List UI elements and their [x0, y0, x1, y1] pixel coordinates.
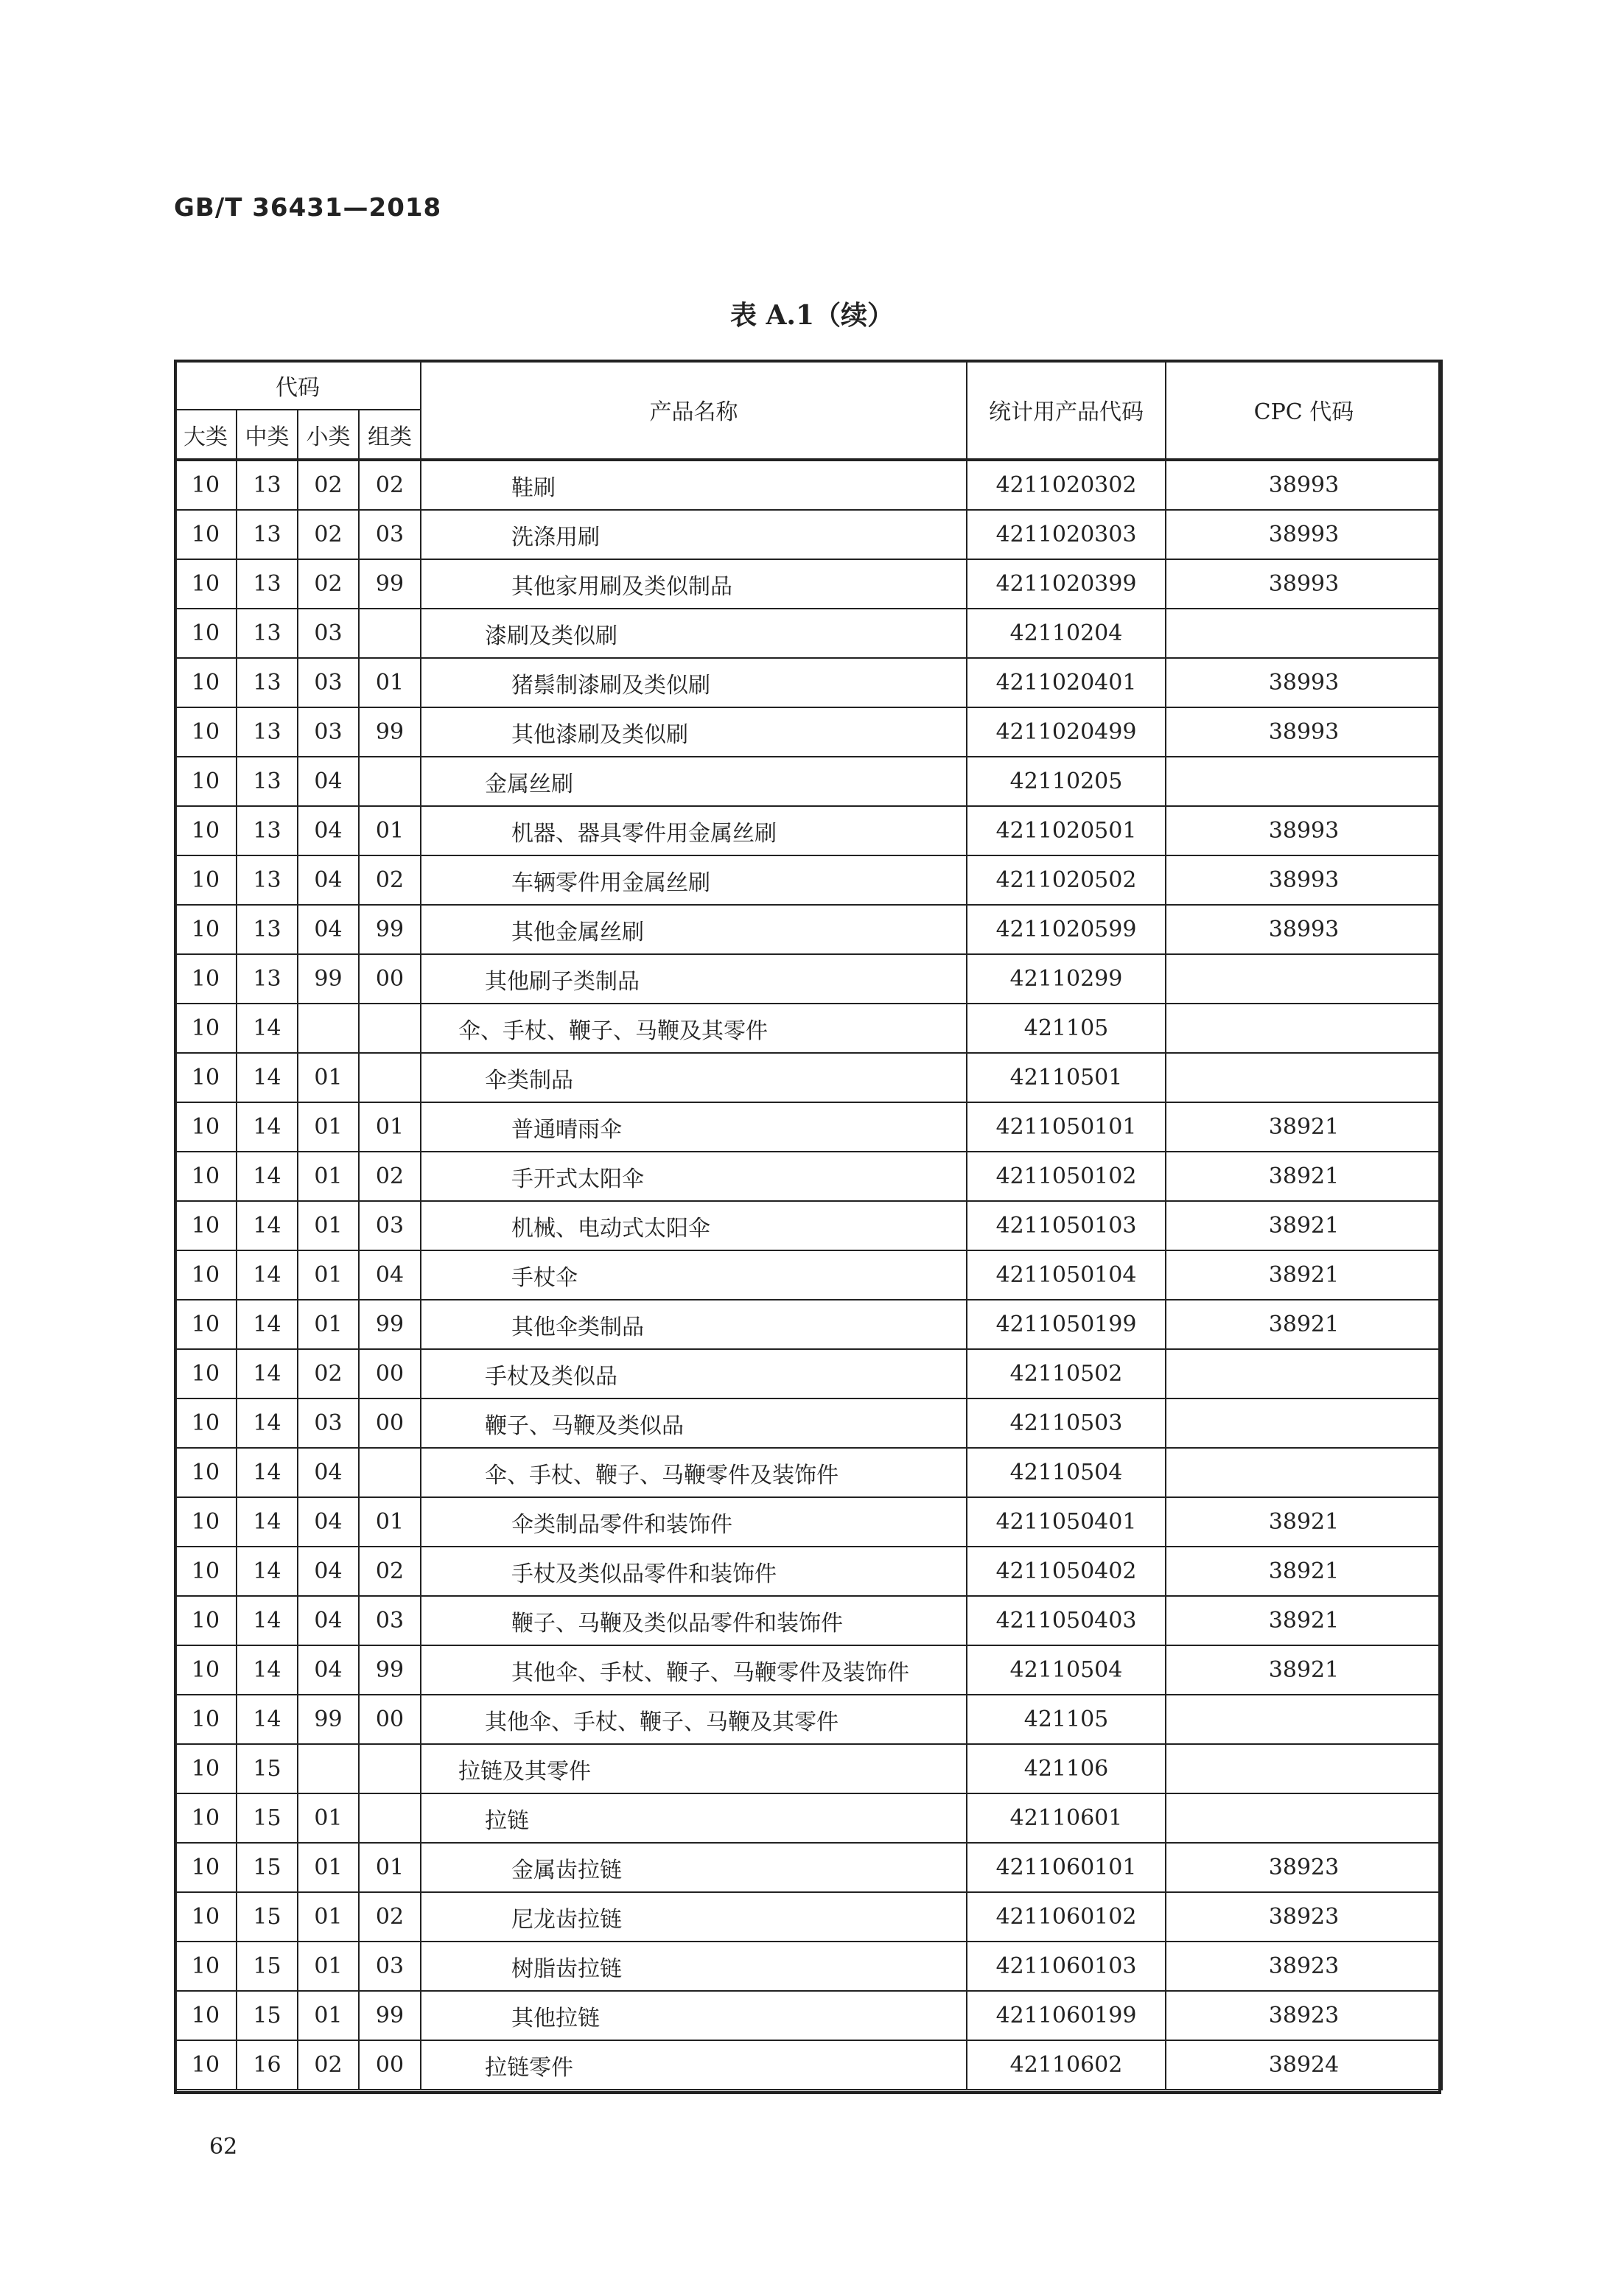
stat-code-cell: 42110502 [967, 1349, 1166, 1398]
minor-code-cell: 04 [298, 855, 359, 905]
table-row [175, 1152, 1442, 1201]
major-code-cell: 10 [175, 1991, 237, 2040]
major-code-cell: 10 [175, 1201, 237, 1250]
major-code-cell: 10 [175, 1300, 237, 1349]
middle-code-cell: 13 [237, 460, 298, 510]
table-row [175, 855, 1442, 905]
major-code-cell: 10 [175, 1448, 237, 1497]
product-name-cell: 其他家用刷及类似制品 [421, 559, 967, 609]
cpc-code-cell [1166, 609, 1442, 658]
group-code-cell: 00 [359, 954, 421, 1004]
cpc-code-cell: 38923 [1166, 1942, 1442, 1991]
stat-code-cell: 42110601 [967, 1793, 1166, 1843]
cpc-code-cell: 38924 [1166, 2040, 1442, 2090]
group-code-cell: 01 [359, 658, 421, 707]
stat-code-cell: 4211020302 [967, 460, 1166, 510]
cpc-code-cell: 38923 [1166, 1843, 1442, 1892]
major-code-cell: 10 [175, 1793, 237, 1843]
group-code-cell: 01 [359, 1497, 421, 1547]
minor-code-cell: 03 [298, 609, 359, 658]
table-row [175, 510, 1442, 559]
minor-code-cell: 04 [298, 806, 359, 855]
major-code-cell: 10 [175, 1250, 237, 1300]
major-code-cell: 10 [175, 1152, 237, 1201]
table-row [175, 559, 1442, 609]
middle-code-cell: 15 [237, 1991, 298, 2040]
table-row [175, 1547, 1442, 1596]
major-code-cell: 10 [175, 609, 237, 658]
product-name-cell: 伞、手杖、鞭子、马鞭及其零件 [421, 1004, 967, 1053]
major-code-cell: 10 [175, 1843, 237, 1892]
stat-code-header: 统计用产品代码 [967, 360, 1166, 460]
minor-code-cell: 02 [298, 1349, 359, 1398]
major-code-cell: 10 [175, 658, 237, 707]
minor-code-cell: 02 [298, 2040, 359, 2090]
group-code-cell: 02 [359, 855, 421, 905]
cpc-code-cell: 38993 [1166, 460, 1442, 510]
major-code-cell: 10 [175, 1004, 237, 1053]
stat-code-cell: 4211050403 [967, 1596, 1166, 1645]
group-code-cell: 00 [359, 1398, 421, 1448]
middle-code-cell: 14 [237, 1053, 298, 1102]
group-code-cell [359, 1744, 421, 1793]
major-code-cell: 10 [175, 1349, 237, 1398]
group-code-cell [359, 1448, 421, 1497]
middle-code-cell: 14 [237, 1349, 298, 1398]
table-row [175, 1398, 1442, 1448]
table-title: 表 A.1（续） [729, 300, 895, 331]
major-code-cell: 10 [175, 460, 237, 510]
table-row [175, 1201, 1442, 1250]
cpc-code-cell: 38993 [1166, 658, 1442, 707]
group-code-cell [359, 757, 421, 806]
middle-code-cell: 13 [237, 510, 298, 559]
middle-code-cell: 14 [237, 1250, 298, 1300]
product-name-cell: 洗涤用刷 [421, 510, 967, 559]
table-row [175, 1843, 1442, 1892]
product-name-cell: 其他拉链 [421, 1991, 967, 2040]
cpc-code-cell: 38921 [1166, 1497, 1442, 1547]
product-name-cell: 其他伞、手杖、鞭子、马鞭零件及装饰件 [421, 1645, 967, 1695]
group-code-cell: 99 [359, 559, 421, 609]
cpc-code-cell [1166, 1398, 1442, 1448]
group-code-cell: 01 [359, 1102, 421, 1152]
stat-code-cell: 4211050103 [967, 1201, 1166, 1250]
product-name-cell: 手杖及类似品零件和装饰件 [421, 1547, 967, 1596]
product-name-cell: 其他漆刷及类似刷 [421, 707, 967, 757]
minor-code-cell: 02 [298, 559, 359, 609]
product-code-table [174, 360, 1443, 2090]
stat-code-cell: 421105 [967, 1695, 1166, 1744]
table-row [175, 1497, 1442, 1547]
middle-code-cell: 14 [237, 1152, 298, 1201]
middle-code-cell: 14 [237, 1004, 298, 1053]
middle-code-cell: 15 [237, 1942, 298, 1991]
stat-code-cell: 42110204 [967, 609, 1166, 658]
minor-code-cell: 01 [298, 1102, 359, 1152]
group-code-cell: 03 [359, 510, 421, 559]
major-code-cell: 10 [175, 855, 237, 905]
cpc-code-cell: 38993 [1166, 806, 1442, 855]
cpc-code-cell: 38921 [1166, 1645, 1442, 1695]
page-number: 62 [209, 2134, 238, 2160]
product-name-cell: 鞋刷 [421, 460, 967, 510]
table-row [175, 1250, 1442, 1300]
group-code-cell: 01 [359, 1843, 421, 1892]
middle-header: 中类 [237, 410, 298, 460]
stat-code-cell: 4211050199 [967, 1300, 1166, 1349]
product-name-cell: 拉链及其零件 [421, 1744, 967, 1793]
table-row [175, 1695, 1442, 1744]
major-code-cell: 10 [175, 1744, 237, 1793]
major-code-cell: 10 [175, 806, 237, 855]
stat-code-cell: 4211060101 [967, 1843, 1166, 1892]
product-name-cell: 手杖伞 [421, 1250, 967, 1300]
minor-code-cell: 02 [298, 510, 359, 559]
middle-code-cell: 14 [237, 1547, 298, 1596]
minor-code-cell: 01 [298, 1991, 359, 2040]
major-code-cell: 10 [175, 1596, 237, 1645]
minor-code-cell: 04 [298, 1448, 359, 1497]
middle-code-cell: 14 [237, 1448, 298, 1497]
middle-code-cell: 15 [237, 1892, 298, 1942]
product-name-cell: 猪鬃制漆刷及类似刷 [421, 658, 967, 707]
major-code-cell: 10 [175, 1892, 237, 1942]
group-code-cell: 04 [359, 1250, 421, 1300]
middle-code-cell: 14 [237, 1102, 298, 1152]
code-group-header: 代码 [175, 360, 421, 410]
product-name-cell: 金属齿拉链 [421, 1843, 967, 1892]
stat-code-cell: 4211020502 [967, 855, 1166, 905]
standard-code: GB/T 36431—2018 [174, 193, 442, 223]
group-code-cell: 02 [359, 1152, 421, 1201]
cpc-code-cell [1166, 1744, 1442, 1793]
stat-code-cell: 4211020501 [967, 806, 1166, 855]
group-code-cell: 03 [359, 1596, 421, 1645]
table-row [175, 757, 1442, 806]
product-name-cell: 其他刷子类制品 [421, 954, 967, 1004]
stat-code-cell: 42110504 [967, 1645, 1166, 1695]
cpc-code-cell: 38923 [1166, 1991, 1442, 2040]
major-code-cell: 10 [175, 1497, 237, 1547]
minor-code-cell: 04 [298, 905, 359, 954]
cpc-code-cell: 38923 [1166, 1892, 1442, 1942]
minor-code-cell: 04 [298, 757, 359, 806]
cpc-code-cell [1166, 1695, 1442, 1744]
minor-code-cell: 04 [298, 1645, 359, 1695]
cpc-code-cell [1166, 1793, 1442, 1843]
group-code-cell: 99 [359, 1300, 421, 1349]
product-name-cell: 伞类制品 [421, 1053, 967, 1102]
cpc-code-header: CPC 代码 [1166, 360, 1442, 460]
group-code-cell: 03 [359, 1201, 421, 1250]
middle-code-cell: 14 [237, 1497, 298, 1547]
stat-code-cell: 421105 [967, 1004, 1166, 1053]
middle-code-cell: 13 [237, 855, 298, 905]
product-name-cell: 普通晴雨伞 [421, 1102, 967, 1152]
group-code-cell: 99 [359, 1991, 421, 2040]
major-code-cell: 10 [175, 707, 237, 757]
major-code-cell: 10 [175, 1102, 237, 1152]
stat-code-cell: 4211020499 [967, 707, 1166, 757]
cpc-code-cell [1166, 1349, 1442, 1398]
product-name-cell: 鞭子、马鞭及类似品零件和装饰件 [421, 1596, 967, 1645]
major-code-cell: 10 [175, 905, 237, 954]
middle-code-cell: 15 [237, 1793, 298, 1843]
table-row [175, 1596, 1442, 1645]
middle-code-cell: 14 [237, 1645, 298, 1695]
table-row [175, 1645, 1442, 1695]
major-code-cell: 10 [175, 2040, 237, 2090]
cpc-code-cell: 38921 [1166, 1547, 1442, 1596]
group-code-cell: 00 [359, 2040, 421, 2090]
middle-code-cell: 14 [237, 1596, 298, 1645]
cpc-code-cell: 38921 [1166, 1250, 1442, 1300]
table-row [175, 1004, 1442, 1053]
table-row [175, 1942, 1442, 1991]
product-name-cell: 拉链 [421, 1793, 967, 1843]
stat-code-cell: 4211020599 [967, 905, 1166, 954]
cpc-code-cell [1166, 757, 1442, 806]
middle-code-cell: 13 [237, 954, 298, 1004]
group-code-cell [359, 1053, 421, 1102]
stat-code-cell: 4211050401 [967, 1497, 1166, 1547]
cpc-code-cell: 38921 [1166, 1201, 1442, 1250]
middle-code-cell: 15 [237, 1744, 298, 1793]
minor-code-cell: 03 [298, 707, 359, 757]
cpc-code-cell: 38993 [1166, 855, 1442, 905]
minor-code-cell: 01 [298, 1250, 359, 1300]
middle-code-cell: 16 [237, 2040, 298, 2090]
stat-code-cell: 4211050104 [967, 1250, 1166, 1300]
table-row [175, 1349, 1442, 1398]
stat-code-cell: 4211020401 [967, 658, 1166, 707]
group-code-cell: 02 [359, 1892, 421, 1942]
minor-code-cell: 03 [298, 1398, 359, 1448]
product-name-cell: 手开式太阳伞 [421, 1152, 967, 1201]
table-row [175, 1744, 1442, 1793]
table-row [175, 1892, 1442, 1942]
minor-code-cell: 04 [298, 1547, 359, 1596]
group-code-cell: 00 [359, 1695, 421, 1744]
major-code-cell: 10 [175, 510, 237, 559]
cpc-code-cell: 38921 [1166, 1152, 1442, 1201]
cpc-code-cell: 38921 [1166, 1596, 1442, 1645]
minor-code-cell: 04 [298, 1497, 359, 1547]
cpc-code-cell: 38921 [1166, 1300, 1442, 1349]
product-name-cell: 车辆零件用金属丝刷 [421, 855, 967, 905]
major-code-cell: 10 [175, 1398, 237, 1448]
product-name-cell: 鞭子、马鞭及类似品 [421, 1398, 967, 1448]
stat-code-cell: 4211020399 [967, 559, 1166, 609]
table-row [175, 658, 1442, 707]
middle-code-cell: 13 [237, 707, 298, 757]
stat-code-cell: 42110602 [967, 2040, 1166, 2090]
product-name-cell: 伞、手杖、鞭子、马鞭零件及装饰件 [421, 1448, 967, 1497]
minor-code-cell: 01 [298, 1892, 359, 1942]
group-code-cell [359, 1004, 421, 1053]
table-row [175, 1991, 1442, 2040]
minor-code-cell: 01 [298, 1942, 359, 1991]
product-name-header: 产品名称 [421, 360, 967, 460]
cpc-code-cell: 38993 [1166, 510, 1442, 559]
cpc-code-cell: 38993 [1166, 707, 1442, 757]
middle-code-cell: 13 [237, 609, 298, 658]
cpc-code-cell [1166, 1053, 1442, 1102]
product-name-cell: 其他伞、手杖、鞭子、马鞭及其零件 [421, 1695, 967, 1744]
group-code-cell: 02 [359, 1547, 421, 1596]
major-code-cell: 10 [175, 1645, 237, 1695]
group-code-cell: 99 [359, 905, 421, 954]
middle-code-cell: 13 [237, 757, 298, 806]
minor-code-cell: 01 [298, 1201, 359, 1250]
middle-code-cell: 14 [237, 1398, 298, 1448]
stat-code-cell: 4211020303 [967, 510, 1166, 559]
minor-code-cell [298, 1744, 359, 1793]
minor-code-cell: 01 [298, 1053, 359, 1102]
major-code-cell: 10 [175, 1942, 237, 1991]
product-name-cell: 树脂齿拉链 [421, 1942, 967, 1991]
table-row [175, 1053, 1442, 1102]
stat-code-cell: 4211060103 [967, 1942, 1166, 1991]
minor-code-cell: 04 [298, 1596, 359, 1645]
major-code-cell: 10 [175, 1695, 237, 1744]
table-row [175, 1448, 1442, 1497]
cpc-code-cell: 38993 [1166, 905, 1442, 954]
major-code-cell: 10 [175, 559, 237, 609]
table-row [175, 1793, 1442, 1843]
middle-code-cell: 13 [237, 559, 298, 609]
middle-code-cell: 15 [237, 1843, 298, 1892]
stat-code-cell: 42110501 [967, 1053, 1166, 1102]
major-code-cell: 10 [175, 1547, 237, 1596]
product-name-cell: 其他伞类制品 [421, 1300, 967, 1349]
stat-code-cell: 4211050101 [967, 1102, 1166, 1152]
major-code-cell: 10 [175, 1053, 237, 1102]
table-row [175, 905, 1442, 954]
minor-code-cell: 03 [298, 658, 359, 707]
product-name-cell: 其他金属丝刷 [421, 905, 967, 954]
group-code-cell: 00 [359, 1349, 421, 1398]
table-row [175, 806, 1442, 855]
product-name-cell: 金属丝刷 [421, 757, 967, 806]
stat-code-cell: 4211060199 [967, 1991, 1166, 2040]
group-header: 组类 [359, 410, 421, 460]
major-header: 大类 [175, 410, 237, 460]
cpc-code-cell [1166, 1448, 1442, 1497]
middle-code-cell: 13 [237, 806, 298, 855]
product-name-cell: 漆刷及类似刷 [421, 609, 967, 658]
group-code-cell [359, 609, 421, 658]
table-row [175, 954, 1442, 1004]
table-body [175, 460, 1442, 2090]
product-name-cell: 伞类制品零件和装饰件 [421, 1497, 967, 1547]
stat-code-cell: 42110299 [967, 954, 1166, 1004]
middle-code-cell: 13 [237, 905, 298, 954]
major-code-cell: 10 [175, 954, 237, 1004]
group-code-cell: 01 [359, 806, 421, 855]
middle-code-cell: 13 [237, 658, 298, 707]
product-name-cell: 机械、电动式太阳伞 [421, 1201, 967, 1250]
group-code-cell: 03 [359, 1942, 421, 1991]
cpc-code-cell [1166, 954, 1442, 1004]
table-row [175, 609, 1442, 658]
group-code-cell [359, 1793, 421, 1843]
cpc-code-cell: 38921 [1166, 1102, 1442, 1152]
table-row [175, 460, 1442, 510]
middle-code-cell: 14 [237, 1695, 298, 1744]
stat-code-cell: 421106 [967, 1744, 1166, 1793]
major-code-cell: 10 [175, 757, 237, 806]
minor-code-cell: 02 [298, 460, 359, 510]
stat-code-cell: 42110205 [967, 757, 1166, 806]
minor-code-cell: 01 [298, 1843, 359, 1892]
middle-code-cell: 14 [237, 1201, 298, 1250]
minor-code-cell: 99 [298, 954, 359, 1004]
cpc-code-cell [1166, 1004, 1442, 1053]
stat-code-cell: 4211060102 [967, 1892, 1166, 1942]
minor-header: 小类 [298, 410, 359, 460]
minor-code-cell: 01 [298, 1793, 359, 1843]
cpc-code-cell: 38993 [1166, 559, 1442, 609]
minor-code-cell: 01 [298, 1152, 359, 1201]
middle-code-cell: 14 [237, 1300, 298, 1349]
group-code-cell: 99 [359, 707, 421, 757]
product-name-cell: 尼龙齿拉链 [421, 1892, 967, 1942]
group-code-cell: 02 [359, 460, 421, 510]
stat-code-cell: 42110503 [967, 1398, 1166, 1448]
minor-code-cell: 01 [298, 1300, 359, 1349]
table-row [175, 1102, 1442, 1152]
group-code-cell: 99 [359, 1645, 421, 1695]
table-row [175, 2040, 1442, 2090]
product-name-cell: 拉链零件 [421, 2040, 967, 2090]
minor-code-cell [298, 1004, 359, 1053]
stat-code-cell: 4211050102 [967, 1152, 1166, 1201]
table-row [175, 1300, 1442, 1349]
table-row [175, 707, 1442, 757]
stat-code-cell: 42110504 [967, 1448, 1166, 1497]
minor-code-cell: 99 [298, 1695, 359, 1744]
product-name-cell: 机器、器具零件用金属丝刷 [421, 806, 967, 855]
stat-code-cell: 4211050402 [967, 1547, 1166, 1596]
product-name-cell: 手杖及类似品 [421, 1349, 967, 1398]
